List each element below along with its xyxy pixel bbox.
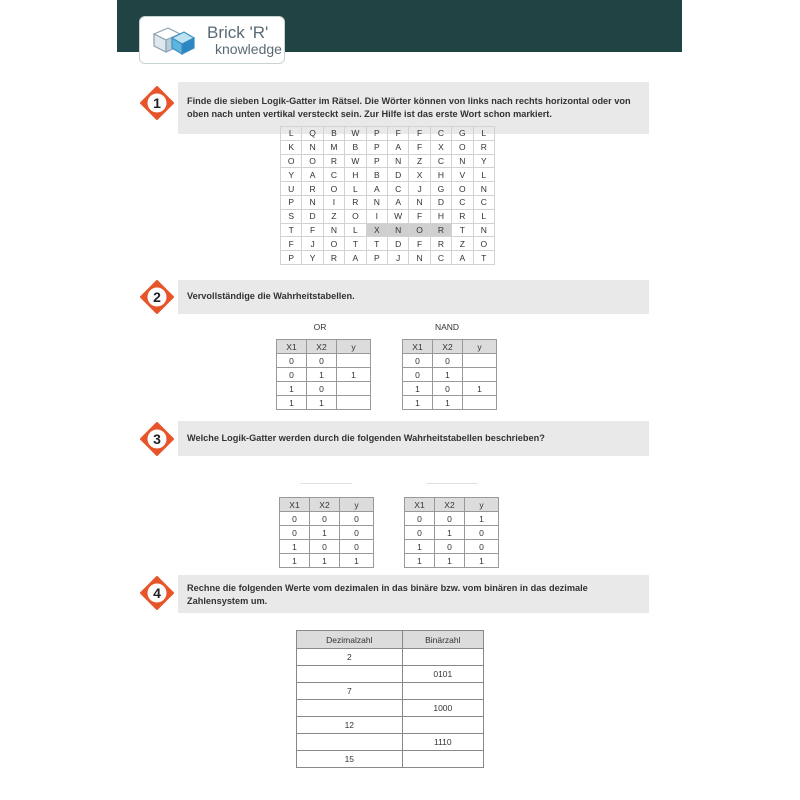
word-search-grid: [280, 126, 495, 265]
grid-letter-cell[interactable]: A: [366, 182, 387, 196]
table-cell: 0: [433, 382, 463, 396]
grid-letter-cell[interactable]: A: [345, 251, 366, 265]
grid-letter-cell[interactable]: O: [473, 237, 494, 251]
table-cell: 1: [307, 396, 337, 410]
col-header-x1: X1: [277, 340, 307, 354]
grid-letter-cell[interactable]: C: [452, 195, 473, 209]
nand-table-row: [403, 382, 497, 396]
table-cell: 0: [403, 354, 433, 368]
grid-row: [281, 182, 495, 196]
grid-letter-cell[interactable]: W: [345, 127, 366, 141]
grid-letter-cell[interactable]: X: [409, 168, 430, 182]
logo-brand-name: Brick 'R': [207, 23, 269, 42]
grid-letter-cell[interactable]: G: [430, 182, 451, 196]
grid-letter-cell[interactable]: P: [366, 127, 387, 141]
table-cell: 0: [465, 526, 499, 540]
grid-letter-cell[interactable]: D: [302, 209, 323, 223]
logo-brand-sub: knowledge: [215, 41, 282, 57]
grid-letter-cell[interactable]: S: [281, 209, 302, 223]
grid-letter-cell[interactable]: Z: [452, 237, 473, 251]
grid-letter-cell[interactable]: F: [387, 127, 408, 141]
table-cell: 0101: [402, 666, 483, 683]
grid-letter-cell[interactable]: B: [323, 127, 344, 141]
grid-letter-cell[interactable]: O: [323, 182, 344, 196]
grid-letter-cell[interactable]: C: [430, 154, 451, 168]
grid-row: [281, 237, 495, 251]
grid-letter-cell[interactable]: F: [409, 237, 430, 251]
grid-letter-cell[interactable]: Z: [323, 209, 344, 223]
grid-letter-cell[interactable]: V: [452, 168, 473, 182]
grid-letter-cell[interactable]: C: [387, 182, 408, 196]
table-cell: 1: [340, 554, 374, 568]
grid-row: [281, 251, 495, 265]
task-4-number: 4: [153, 585, 161, 601]
col-header-y: y: [340, 498, 374, 512]
task-1-badge: [140, 86, 174, 120]
grid-letter-cell[interactable]: J: [409, 182, 430, 196]
brand-logo: [139, 16, 285, 64]
grid-letter-cell[interactable]: N: [409, 251, 430, 265]
col-header-x2: X2: [433, 340, 463, 354]
table-cell: 1: [310, 554, 340, 568]
table-cell[interactable]: [297, 666, 403, 683]
task-1-number: 1: [153, 95, 161, 111]
unknown-gate-table-a: [279, 497, 374, 568]
col-header-y: y: [465, 498, 499, 512]
task-3-text: Welche Logik-Gatter werden durch die folgenden Wahrheitstabellen beschrieben?: [187, 433, 545, 443]
gate-b-row: [405, 554, 499, 568]
unknown-gate-table-b: [404, 497, 499, 568]
table-cell: 0: [403, 368, 433, 382]
conversion-row: [297, 717, 484, 734]
table-cell: 1: [310, 526, 340, 540]
grid-letter-cell[interactable]: F: [281, 237, 302, 251]
gate-answer-line-a[interactable]: [300, 483, 352, 484]
table-cell: 0: [340, 526, 374, 540]
table-cell[interactable]: [337, 382, 371, 396]
col-header-binary: Binärzahl: [402, 631, 483, 649]
table-cell: 12: [297, 717, 403, 734]
table-cell[interactable]: [297, 734, 403, 751]
col-header-decimal: Dezimalzahl: [297, 631, 403, 649]
table-cell: 0: [405, 526, 435, 540]
nand-table-row: [403, 354, 497, 368]
col-header-y: y: [337, 340, 371, 354]
grid-letter-cell[interactable]: K: [281, 140, 302, 154]
grid-letter-cell[interactable]: D: [387, 237, 408, 251]
conversion-row: [297, 700, 484, 717]
grid-letter-cell[interactable]: P: [281, 195, 302, 209]
nand-table-row: [403, 396, 497, 410]
grid-letter-cell[interactable]: X: [430, 140, 451, 154]
table-cell: 1: [277, 382, 307, 396]
table-cell[interactable]: [402, 751, 483, 768]
grid-letter-cell[interactable]: W: [387, 209, 408, 223]
gate-answer-line-b[interactable]: [426, 483, 478, 484]
grid-letter-cell[interactable]: P: [366, 251, 387, 265]
task-3-number: 3: [153, 431, 161, 447]
grid-letter-cell[interactable]: I: [323, 195, 344, 209]
conversion-row: [297, 734, 484, 751]
table-cell: 0: [277, 368, 307, 382]
table-cell: 1: [465, 512, 499, 526]
grid-letter-cell[interactable]: P: [366, 140, 387, 154]
gate-a-row: [280, 526, 374, 540]
table-cell[interactable]: [463, 354, 497, 368]
grid-row: [281, 209, 495, 223]
table-cell[interactable]: [402, 683, 483, 700]
col-header-x1: X1: [405, 498, 435, 512]
nand-table-row: [403, 368, 497, 382]
grid-letter-cell[interactable]: A: [387, 195, 408, 209]
table-cell[interactable]: [337, 396, 371, 410]
table-cell: 0: [405, 512, 435, 526]
task-3-instruction-bar: [178, 421, 649, 456]
grid-letter-cell[interactable]: T: [452, 223, 473, 237]
grid-letter-cell[interactable]: F: [409, 127, 430, 141]
table-cell: 0: [340, 540, 374, 554]
grid-letter-cell[interactable]: M: [323, 140, 344, 154]
table-cell: 1: [280, 540, 310, 554]
grid-letter-cell[interactable]: N: [302, 195, 323, 209]
grid-letter-cell[interactable]: N: [409, 195, 430, 209]
grid-letter-cell[interactable]: R: [430, 223, 451, 237]
table-cell: 0: [340, 512, 374, 526]
or-table-row: [277, 368, 371, 382]
grid-letter-cell[interactable]: H: [430, 209, 451, 223]
col-header-x2: X2: [435, 498, 465, 512]
grid-letter-cell[interactable]: L: [473, 168, 494, 182]
grid-letter-cell[interactable]: O: [281, 154, 302, 168]
grid-letter-cell[interactable]: R: [323, 154, 344, 168]
table-cell: 2: [297, 649, 403, 666]
nand-table-title: NAND: [434, 322, 460, 332]
grid-letter-cell[interactable]: Y: [473, 154, 494, 168]
grid-letter-cell[interactable]: O: [345, 209, 366, 223]
table-cell: 1: [405, 554, 435, 568]
grid-letter-cell[interactable]: O: [452, 182, 473, 196]
grid-letter-cell[interactable]: O: [409, 223, 430, 237]
grid-letter-cell[interactable]: C: [430, 251, 451, 265]
table-cell: 0: [433, 354, 463, 368]
table-cell: 1000: [402, 700, 483, 717]
grid-letter-cell[interactable]: T: [345, 237, 366, 251]
table-cell: 7: [297, 683, 403, 700]
table-cell: 1: [433, 368, 463, 382]
table-cell: 0: [277, 354, 307, 368]
grid-letter-cell[interactable]: D: [430, 195, 451, 209]
grid-letter-cell[interactable]: N: [366, 195, 387, 209]
table-cell: 0: [310, 540, 340, 554]
table-cell: 0: [465, 540, 499, 554]
task-4-badge: [140, 576, 174, 610]
grid-letter-cell[interactable]: C: [430, 127, 451, 141]
or-table-row: [277, 354, 371, 368]
grid-letter-cell[interactable]: R: [345, 195, 366, 209]
col-header-y: y: [463, 340, 497, 354]
grid-letter-cell[interactable]: L: [345, 223, 366, 237]
table-cell[interactable]: [402, 717, 483, 734]
grid-letter-cell[interactable]: C: [323, 168, 344, 182]
grid-letter-cell[interactable]: L: [473, 209, 494, 223]
grid-letter-cell[interactable]: L: [345, 182, 366, 196]
task-2-badge: [140, 280, 174, 314]
task-2-instruction-bar: [178, 280, 649, 314]
table-cell: 1: [277, 396, 307, 410]
or-table-title: OR: [313, 322, 327, 332]
conversion-row: [297, 666, 484, 683]
table-cell: 1: [403, 382, 433, 396]
grid-letter-cell[interactable]: A: [452, 251, 473, 265]
grid-letter-cell[interactable]: J: [302, 237, 323, 251]
grid-letter-cell[interactable]: F: [409, 209, 430, 223]
table-cell: 1: [337, 368, 371, 382]
grid-row: [281, 154, 495, 168]
gate-a-row: [280, 540, 374, 554]
table-cell: 1: [280, 554, 310, 568]
grid-letter-cell[interactable]: J: [387, 251, 408, 265]
table-cell: 1110: [402, 734, 483, 751]
grid-letter-cell[interactable]: N: [323, 223, 344, 237]
table-cell[interactable]: [337, 354, 371, 368]
or-table-row: [277, 396, 371, 410]
task-3-badge: [140, 422, 174, 456]
table-cell: 1: [405, 540, 435, 554]
grid-letter-cell[interactable]: A: [387, 140, 408, 154]
grid-letter-cell[interactable]: N: [452, 154, 473, 168]
grid-letter-cell[interactable]: P: [281, 251, 302, 265]
grid-letter-cell[interactable]: O: [452, 140, 473, 154]
table-cell[interactable]: [463, 368, 497, 382]
table-cell: 0: [435, 540, 465, 554]
gate-a-row: [280, 554, 374, 568]
table-cell: 0: [307, 354, 337, 368]
table-cell: 0: [310, 512, 340, 526]
brick-cubes-icon: [148, 20, 198, 60]
table-cell[interactable]: [297, 700, 403, 717]
grid-row: [281, 223, 495, 237]
conversion-row: [297, 751, 484, 768]
conversion-row: [297, 683, 484, 700]
task-2-text: Vervollständige die Wahrheitstabellen.: [187, 291, 355, 301]
grid-letter-cell[interactable]: R: [302, 182, 323, 196]
grid-letter-cell[interactable]: Q: [302, 127, 323, 141]
grid-letter-cell[interactable]: B: [345, 140, 366, 154]
grid-letter-cell[interactable]: Y: [302, 251, 323, 265]
task-4-text: Rechne die folgenden Werte vom dezimalen in das binäre bzw. vom binären in das dezimale Zahlensystem um.: [187, 583, 588, 606]
grid-letter-cell[interactable]: T: [366, 237, 387, 251]
table-cell: 1: [463, 382, 497, 396]
table-cell: 1: [307, 368, 337, 382]
grid-letter-cell[interactable]: R: [473, 140, 494, 154]
grid-letter-cell[interactable]: N: [473, 182, 494, 196]
grid-letter-cell[interactable]: R: [430, 237, 451, 251]
grid-letter-cell[interactable]: D: [387, 168, 408, 182]
grid-letter-cell[interactable]: Z: [409, 154, 430, 168]
grid-letter-cell[interactable]: C: [473, 195, 494, 209]
grid-letter-cell[interactable]: F: [302, 223, 323, 237]
grid-letter-cell[interactable]: L: [281, 127, 302, 141]
table-cell: 1: [435, 526, 465, 540]
table-cell[interactable]: [463, 396, 497, 410]
grid-letter-cell[interactable]: U: [281, 182, 302, 196]
grid-row: [281, 168, 495, 182]
grid-letter-cell[interactable]: X: [366, 223, 387, 237]
grid-letter-cell[interactable]: T: [473, 251, 494, 265]
grid-letter-cell[interactable]: T: [281, 223, 302, 237]
grid-letter-cell[interactable]: N: [387, 154, 408, 168]
table-cell: 15: [297, 751, 403, 768]
task-4-instruction-bar: [178, 575, 649, 613]
grid-letter-cell[interactable]: N: [387, 223, 408, 237]
table-cell[interactable]: [402, 649, 483, 666]
grid-letter-cell[interactable]: I: [366, 209, 387, 223]
col-header-x2: X2: [310, 498, 340, 512]
conversion-row: [297, 649, 484, 666]
grid-letter-cell[interactable]: P: [366, 154, 387, 168]
table-cell: 1: [403, 396, 433, 410]
grid-letter-cell[interactable]: N: [473, 223, 494, 237]
task-2-number: 2: [153, 289, 161, 305]
gate-b-row: [405, 512, 499, 526]
table-cell: 1: [435, 554, 465, 568]
col-header-x1: X1: [403, 340, 433, 354]
gate-a-row: [280, 512, 374, 526]
grid-letter-cell[interactable]: R: [452, 209, 473, 223]
table-cell: 0: [280, 512, 310, 526]
table-cell: 1: [433, 396, 463, 410]
grid-letter-cell[interactable]: N: [302, 140, 323, 154]
col-header-x2: X2: [307, 340, 337, 354]
grid-letter-cell[interactable]: H: [345, 168, 366, 182]
task-1-text: Finde die sieben Logik-Gatter im Rätsel. Die Wörter können von links nach rechts horizontal oder von oben nach unten vertikal versteckt sein. Zur Hilfe ist das erste Wort schon markiert.: [187, 96, 631, 119]
grid-letter-cell[interactable]: O: [323, 237, 344, 251]
grid-letter-cell[interactable]: F: [409, 140, 430, 154]
or-table-row: [277, 382, 371, 396]
grid-letter-cell[interactable]: A: [302, 168, 323, 182]
grid-letter-cell[interactable]: R: [323, 251, 344, 265]
or-truth-table: [276, 339, 371, 410]
gate-b-row: [405, 526, 499, 540]
grid-letter-cell[interactable]: L: [473, 127, 494, 141]
grid-row: [281, 195, 495, 209]
grid-letter-cell[interactable]: H: [430, 168, 451, 182]
col-header-x1: X1: [280, 498, 310, 512]
nand-truth-table: [402, 339, 497, 410]
grid-letter-cell[interactable]: B: [366, 168, 387, 182]
table-cell: 1: [465, 554, 499, 568]
grid-letter-cell[interactable]: Y: [281, 168, 302, 182]
grid-letter-cell[interactable]: O: [302, 154, 323, 168]
gate-b-row: [405, 540, 499, 554]
grid-letter-cell[interactable]: W: [345, 154, 366, 168]
table-cell: 0: [280, 526, 310, 540]
grid-row: [281, 140, 495, 154]
number-conversion-table: [296, 630, 484, 768]
table-cell: 0: [435, 512, 465, 526]
grid-letter-cell[interactable]: G: [452, 127, 473, 141]
grid-row: [281, 127, 495, 141]
table-cell: 0: [307, 382, 337, 396]
